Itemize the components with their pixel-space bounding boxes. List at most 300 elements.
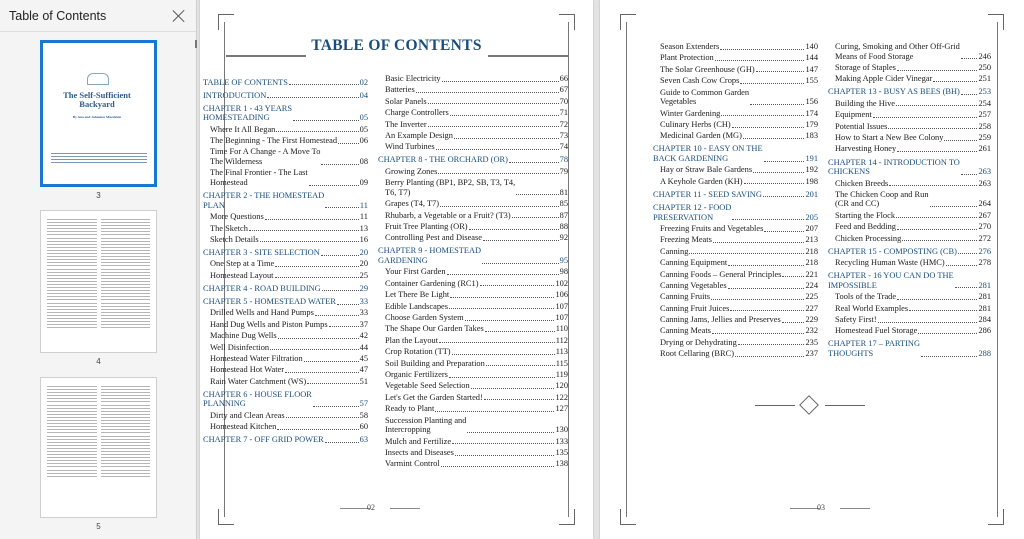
toc-entry-title: An Example Design <box>385 130 453 140</box>
toc-dot-leader <box>961 94 978 95</box>
toc-entry-title: More Questions <box>210 212 264 222</box>
toc-dot-leader <box>955 287 978 288</box>
toc-entry[interactable] <box>378 131 568 141</box>
toc-column-1 <box>203 74 368 447</box>
toc-dot-leader <box>322 290 359 291</box>
toc-dot-leader <box>482 263 559 264</box>
toc-entry[interactable] <box>203 125 368 135</box>
toc-dot-leader <box>265 219 359 220</box>
page-number-ornament <box>790 508 820 509</box>
toc-page-number: 251 <box>978 74 991 84</box>
toc-page-number: 253 <box>978 87 991 97</box>
toc-page-number: 281 <box>978 280 991 290</box>
toc-page-number: 05 <box>359 113 368 123</box>
toc-dot-leader <box>321 255 359 256</box>
thumbnail-page-4[interactable] <box>40 210 157 353</box>
toc-entry-title: Recycling Human Waste (HMC) <box>835 258 945 268</box>
page-number: 02 <box>367 503 375 512</box>
toc-page-number: 44 <box>359 342 368 352</box>
toc-dot-leader <box>961 174 978 175</box>
toc-chapter-entry[interactable] <box>203 248 368 258</box>
toc-entry[interactable] <box>203 411 368 421</box>
toc-page-number: 09 <box>359 178 368 188</box>
corner-ornament <box>620 14 636 30</box>
toc-entry[interactable] <box>653 131 818 141</box>
toc-chapter-entry[interactable] <box>653 144 818 163</box>
toc-dot-leader <box>452 443 554 444</box>
toc-page-number: 205 <box>805 212 818 222</box>
toc-dot-leader <box>275 266 358 267</box>
toc-chapter-entry[interactable] <box>378 246 568 265</box>
toc-entry[interactable] <box>378 459 568 469</box>
toc-entry-title: Choose Garden System <box>385 313 464 323</box>
toc-entry[interactable] <box>378 120 568 130</box>
toc-entry[interactable] <box>203 136 368 146</box>
toc-entry-title: Safety First! <box>835 315 877 324</box>
toc-entry[interactable] <box>828 179 991 189</box>
toc-chapter-entry[interactable] <box>828 339 991 358</box>
toc-entry[interactable] <box>203 354 368 364</box>
toc-page-number: 246 <box>978 51 991 61</box>
toc-page-number: 98 <box>559 267 568 277</box>
toc-entry[interactable] <box>653 292 818 302</box>
toc-entry[interactable] <box>828 258 991 268</box>
toc-entry[interactable] <box>653 349 818 359</box>
toc-dot-leader <box>438 173 558 174</box>
toc-entry[interactable] <box>378 416 568 435</box>
toc-entry[interactable] <box>828 42 991 61</box>
toc-entry[interactable] <box>378 313 568 323</box>
toc-dot-leader <box>484 399 555 400</box>
toc-page-number: 79 <box>559 166 568 176</box>
toc-page-number: 02 <box>359 77 368 87</box>
toc-dot-leader <box>756 71 805 72</box>
toc-chapter-entry[interactable] <box>203 435 368 445</box>
toc-entry[interactable] <box>378 393 568 403</box>
toc-dot-leader <box>325 207 359 208</box>
toc-entry-title: Building the Hive <box>835 98 896 108</box>
toc-chapter-entry[interactable] <box>203 390 368 409</box>
toc-page-number: 57 <box>359 399 368 409</box>
thumbnail-page-5[interactable] <box>40 377 157 518</box>
toc-entry[interactable] <box>203 224 368 234</box>
toc-entry[interactable] <box>653 177 818 187</box>
toc-page-number: 191 <box>805 154 818 164</box>
toc-chapter-entry[interactable] <box>828 158 991 177</box>
toc-entry-title: Chicken Breeds <box>835 178 889 188</box>
toc-page-number: 232 <box>805 326 818 336</box>
toc-dot-leader <box>277 429 358 430</box>
toc-entry-title: Freezing Meats <box>660 235 712 245</box>
toc-page-number: 229 <box>805 315 818 325</box>
toc-page-number: 42 <box>359 331 368 341</box>
toc-page-number: 259 <box>978 133 991 143</box>
toc-entry-title: Homestead Layout <box>210 270 274 280</box>
toc-entry-title: Container Gardening (RC1) <box>385 278 479 288</box>
toc-dot-leader <box>728 265 804 266</box>
toc-chapter-entry[interactable] <box>203 191 368 210</box>
toc-entry[interactable] <box>653 53 818 63</box>
toc-page-number: 113 <box>555 347 568 357</box>
toc-entry-title: Freezing Fruits and Vegetables <box>660 223 764 233</box>
toc-dot-leader <box>689 253 804 254</box>
toc-dot-leader <box>732 127 805 128</box>
page-number-ornament <box>390 508 420 509</box>
toc-entry[interactable] <box>653 247 818 257</box>
toc-dot-leader <box>782 322 805 323</box>
toc-entry-title: CHAPTER 7 - OFF GRID POWER <box>203 435 324 445</box>
toc-entry[interactable] <box>203 147 368 166</box>
toc-dot-leader <box>285 372 359 373</box>
toc-entry[interactable] <box>828 110 991 120</box>
toc-dot-leader <box>467 432 554 433</box>
toc-page-number: 74 <box>559 142 568 152</box>
toc-page-number: 63 <box>359 435 368 445</box>
toc-entry[interactable] <box>378 279 568 289</box>
toc-page-number: 72 <box>559 119 568 129</box>
toc-dot-leader <box>509 162 559 163</box>
toc-page-number: 58 <box>359 410 368 420</box>
toc-entry[interactable] <box>378 437 568 447</box>
toc-entry-title: Succession Planting and Intercropping <box>385 415 467 435</box>
toc-entry[interactable] <box>653 120 818 130</box>
toc-entry[interactable] <box>653 281 818 291</box>
toc-chapter-entry[interactable] <box>203 78 368 88</box>
cover-authors: By Ana and Johannes Mueckinn <box>72 115 122 119</box>
thumbnail-content <box>47 219 150 330</box>
toc-entry[interactable] <box>828 292 991 302</box>
toc-entry[interactable] <box>203 331 368 341</box>
toc-entry[interactable] <box>203 308 368 318</box>
toc-entry-title: Insects and Diseases <box>385 447 454 457</box>
toc-entry[interactable] <box>653 65 818 75</box>
corner-ornament <box>559 14 575 30</box>
toc-chapter-entry[interactable] <box>653 190 818 200</box>
toc-entry-title: Soil Building and Preparation <box>385 358 485 368</box>
toc-page-number: 11 <box>359 212 368 222</box>
toc-entry[interactable] <box>378 448 568 458</box>
toc-dot-leader <box>471 388 555 389</box>
toc-chapter-entry[interactable] <box>828 271 991 290</box>
toc-chapter-entry[interactable] <box>203 91 368 101</box>
toc-entry[interactable] <box>203 259 368 269</box>
toc-entry[interactable] <box>378 222 568 232</box>
toc-chapter-entry[interactable] <box>203 104 368 123</box>
toc-dot-leader <box>902 240 977 241</box>
toc-dot-leader <box>485 331 555 332</box>
toc-entry-title: The Chicken Coop and Run (CR and CC) <box>835 189 929 209</box>
toc-entry[interactable] <box>653 42 818 52</box>
toc-page-number: 218 <box>805 246 818 256</box>
toc-entry[interactable] <box>203 365 368 375</box>
toc-page-number: 110 <box>555 324 568 334</box>
toc-dot-leader <box>721 115 804 116</box>
toc-page-number: 135 <box>555 447 568 457</box>
corner-ornament <box>620 509 636 525</box>
toc-entry[interactable] <box>378 211 568 221</box>
toc-dot-leader <box>469 229 559 230</box>
corner-ornament <box>218 509 234 525</box>
toc-entry[interactable] <box>378 199 568 209</box>
toc-entry[interactable] <box>378 370 568 380</box>
toc-entry-title: Let There Be Light <box>385 290 450 300</box>
toc-page-number: 133 <box>555 436 568 446</box>
toc-entry-title: CHAPTER 12 - FOOD PRESERVATION <box>653 202 732 222</box>
toc-page-number: 120 <box>555 381 568 391</box>
toc-page-number: 227 <box>805 303 818 313</box>
toc-entry-title: Crop Rotation (TT) <box>385 347 451 357</box>
toc-page-number: 278 <box>978 258 991 268</box>
corner-ornament <box>988 509 1004 525</box>
toc-entry-title: One Step at a Time <box>210 259 275 269</box>
toc-chapter-entry[interactable] <box>828 87 991 97</box>
toc-dot-leader <box>304 361 359 362</box>
toc-page-number: 66 <box>559 74 568 83</box>
toc-entry-title: CHAPTER 6 - HOUSE FLOOR PLANNING <box>203 389 312 409</box>
toc-dot-leader <box>441 466 555 467</box>
toc-entry[interactable] <box>378 267 568 277</box>
toc-dot-leader <box>744 183 805 184</box>
toc-entry-title: The Solar Greenhouse (GH) <box>660 64 755 74</box>
toc-entry[interactable] <box>828 99 991 109</box>
toc-entry[interactable] <box>378 178 568 197</box>
toc-dot-leader <box>270 349 359 350</box>
toc-entry-title: Ready to Plant <box>385 404 435 414</box>
toc-entry-title: Your First Garden <box>385 267 446 277</box>
toc-page-number: 112 <box>555 335 568 345</box>
toc-entry[interactable] <box>653 315 818 325</box>
toc-entry[interactable] <box>203 212 368 222</box>
toc-entry[interactable] <box>828 63 991 73</box>
toc-chapter-entry[interactable] <box>653 203 818 222</box>
toc-page-number: 115 <box>555 358 568 368</box>
toc-entry[interactable] <box>653 224 818 234</box>
toc-entry[interactable] <box>378 404 568 414</box>
toc-entry[interactable] <box>653 304 818 314</box>
toc-dot-leader <box>897 151 977 152</box>
toc-entry[interactable] <box>203 271 368 281</box>
toc-page-number: 122 <box>555 392 568 402</box>
toc-dot-leader <box>897 299 977 300</box>
toc-entry[interactable] <box>203 235 368 245</box>
toc-dot-leader <box>930 206 978 207</box>
toc-dot-leader <box>480 285 555 286</box>
toc-entry-title: Seven Cash Cow Crops <box>660 76 740 86</box>
toc-entry[interactable] <box>203 422 368 432</box>
toc-entry[interactable] <box>828 74 991 84</box>
toc-dot-leader <box>921 356 977 357</box>
toc-page-number: 51 <box>359 376 368 386</box>
toc-dot-leader <box>873 117 978 118</box>
toc-dot-leader <box>750 104 804 105</box>
toc-dot-leader <box>275 277 359 278</box>
toc-entry-title: CHAPTER 2 - THE HOMESTEAD PLAN <box>203 191 325 210</box>
toc-entry[interactable] <box>828 122 991 132</box>
toc-entry[interactable] <box>828 222 991 232</box>
page-02 <box>200 0 593 539</box>
toc-entry-title: CHAPTER - 16 YOU CAN DO THE IMPOSSIBLE <box>828 271 954 290</box>
toc-entry[interactable] <box>828 304 991 314</box>
toc-chapter-entry[interactable] <box>828 247 991 257</box>
toc-page-number: 73 <box>559 130 568 140</box>
thumbnail-label-5: 5 <box>96 522 101 531</box>
toc-dot-leader <box>455 455 555 456</box>
corner-ornament <box>988 14 1004 30</box>
toc-entry-title: Batteries <box>385 85 415 95</box>
toc-entry[interactable] <box>653 235 818 245</box>
toc-entry-title: Guide to Common Garden Vegetables <box>660 87 750 107</box>
toc-dot-leader <box>315 315 359 316</box>
toc-entry-title: Vegetable Seed Selection <box>385 381 470 391</box>
thumbnail-label-3: 3 <box>96 191 101 200</box>
toc-dot-leader <box>325 442 359 443</box>
toc-entry-title: The Inverter <box>385 119 427 129</box>
toc-chapter-entry[interactable] <box>203 297 368 307</box>
toc-entry-title: Curing, Smoking and Other Off-Grid Means of Food Storage <box>835 42 960 61</box>
cover-text-lines <box>51 153 147 165</box>
toc-dot-leader <box>483 240 559 241</box>
toc-dot-leader <box>442 81 559 82</box>
toc-entry[interactable] <box>653 109 818 119</box>
toc-dot-leader <box>512 217 559 218</box>
toc-dot-leader <box>909 310 977 311</box>
toc-entry-title: CHAPTER 4 - ROAD BUILDING <box>203 283 321 293</box>
toc-entry[interactable] <box>828 190 991 209</box>
close-icon[interactable] <box>170 7 188 25</box>
toc-entry[interactable] <box>378 290 568 300</box>
toc-entry-title: Organic Fertilizers <box>385 369 448 379</box>
toc-page-number: 106 <box>555 290 568 300</box>
thumbnail-page-3[interactable] <box>40 40 157 187</box>
toc-page-number: 102 <box>555 278 568 288</box>
toc-dot-leader <box>416 92 559 93</box>
toc-entry[interactable] <box>828 315 991 325</box>
toc-entry[interactable] <box>378 359 568 369</box>
toc-entry[interactable] <box>653 270 818 280</box>
toc-page-number: 267 <box>978 210 991 220</box>
toc-entry[interactable] <box>828 211 991 221</box>
toc-entry[interactable] <box>203 377 368 387</box>
toc-dot-leader <box>738 344 805 345</box>
toc-dot-leader <box>321 164 358 165</box>
toc-entry[interactable] <box>203 168 368 187</box>
toc-entry[interactable] <box>378 381 568 391</box>
toc-entry-title: Season Extenders <box>660 42 720 51</box>
toc-page-number: 155 <box>805 76 818 86</box>
thumbnail-label-4: 4 <box>96 357 101 366</box>
toc-page-number: 156 <box>805 97 818 107</box>
corner-ornament <box>559 509 575 525</box>
toc-entry[interactable] <box>378 108 568 118</box>
toc-entry-title: Homestead Water Filtration <box>210 353 303 363</box>
toc-page-number: 70 <box>559 96 568 106</box>
sidebar-title: Table of Contents <box>9 8 107 23</box>
toc-page-number: 288 <box>978 349 991 359</box>
toc-page-number: 138 <box>555 459 568 469</box>
toc-page-number: 37 <box>359 319 368 329</box>
toc-entry-title: Root Cellaring (BRC) <box>660 349 734 359</box>
toc-entry-title: CHAPTER 5 - HOMESTEAD WATER <box>203 296 336 306</box>
toc-entry[interactable] <box>378 85 568 95</box>
toc-entry[interactable] <box>378 97 568 107</box>
toc-page-number: 144 <box>805 53 818 63</box>
toc-entry-title: Real World Examples <box>835 303 909 313</box>
toc-entry-title: Homestead Fuel Storage <box>835 326 918 336</box>
toc-page-number: 281 <box>978 303 991 313</box>
toc-entry-title: Charge Controllers <box>385 108 449 118</box>
page-number-ornament <box>340 508 370 509</box>
toc-page-number: 47 <box>359 365 368 375</box>
toc-page-number: 95 <box>559 256 568 266</box>
toc-dot-leader <box>782 276 804 277</box>
toc-dot-leader <box>944 140 977 141</box>
toc-page-number: 60 <box>359 422 368 432</box>
toc-entry[interactable] <box>378 324 568 334</box>
toc-entry-title: Growing Zones <box>385 166 438 176</box>
toc-dot-leader <box>452 354 555 355</box>
toc-entry[interactable] <box>828 133 991 143</box>
toc-page-number: 281 <box>978 292 991 302</box>
toc-entry-title: Canning Foods – General Principles <box>660 269 782 279</box>
toc-entry[interactable] <box>378 74 568 84</box>
toc-dot-leader <box>329 326 359 327</box>
toc-entry[interactable] <box>828 234 991 244</box>
toc-dot-leader <box>896 217 977 218</box>
toc-page-number: 201 <box>805 189 818 199</box>
toc-dot-leader <box>732 219 804 220</box>
toc-entry[interactable] <box>653 76 818 86</box>
toc-entry[interactable] <box>378 347 568 357</box>
toc-entry[interactable] <box>378 336 568 346</box>
toc-page-number: 45 <box>359 353 368 363</box>
toc-entry[interactable] <box>653 165 818 175</box>
toc-page-number: 16 <box>359 234 368 244</box>
toc-entry[interactable] <box>203 320 368 330</box>
toc-column-2 <box>828 42 991 360</box>
sidebar-scrollbar[interactable] <box>195 40 197 48</box>
toc-entry-title: Let's Get the Garden Started! <box>385 392 483 402</box>
page-title: TABLE OF CONTENTS <box>311 37 482 54</box>
toc-entry[interactable] <box>653 88 818 107</box>
toc-entry[interactable] <box>378 142 568 152</box>
toc-entry[interactable] <box>653 326 818 336</box>
toc-page-number: 11 <box>359 200 368 210</box>
toc-entry[interactable] <box>203 343 368 353</box>
cover-house-icon <box>87 73 109 85</box>
toc-entry[interactable] <box>828 326 991 336</box>
toc-dot-leader <box>278 338 359 339</box>
toc-entry[interactable] <box>378 167 568 177</box>
toc-page-number: 147 <box>805 64 818 74</box>
toc-entry[interactable] <box>653 258 818 268</box>
toc-page-number: 127 <box>555 404 568 414</box>
toc-page-number: 33 <box>359 308 368 318</box>
toc-entry[interactable] <box>653 338 818 348</box>
toc-entry[interactable] <box>828 144 991 154</box>
toc-dot-leader <box>450 115 559 116</box>
toc-chapter-entry[interactable] <box>378 155 568 165</box>
toc-page-number: 174 <box>805 108 818 118</box>
toc-dot-leader <box>286 417 359 418</box>
toc-entry-title: Rain Water Catchment (WS) <box>210 376 307 386</box>
toc-entry[interactable] <box>378 302 568 312</box>
toc-chapter-entry[interactable] <box>203 284 368 294</box>
toc-entry-title: Starting the Flock <box>835 210 896 220</box>
toc-dot-leader <box>276 131 358 132</box>
toc-dot-leader <box>309 185 359 186</box>
toc-page-number: 235 <box>805 337 818 347</box>
toc-entry[interactable] <box>378 233 568 243</box>
